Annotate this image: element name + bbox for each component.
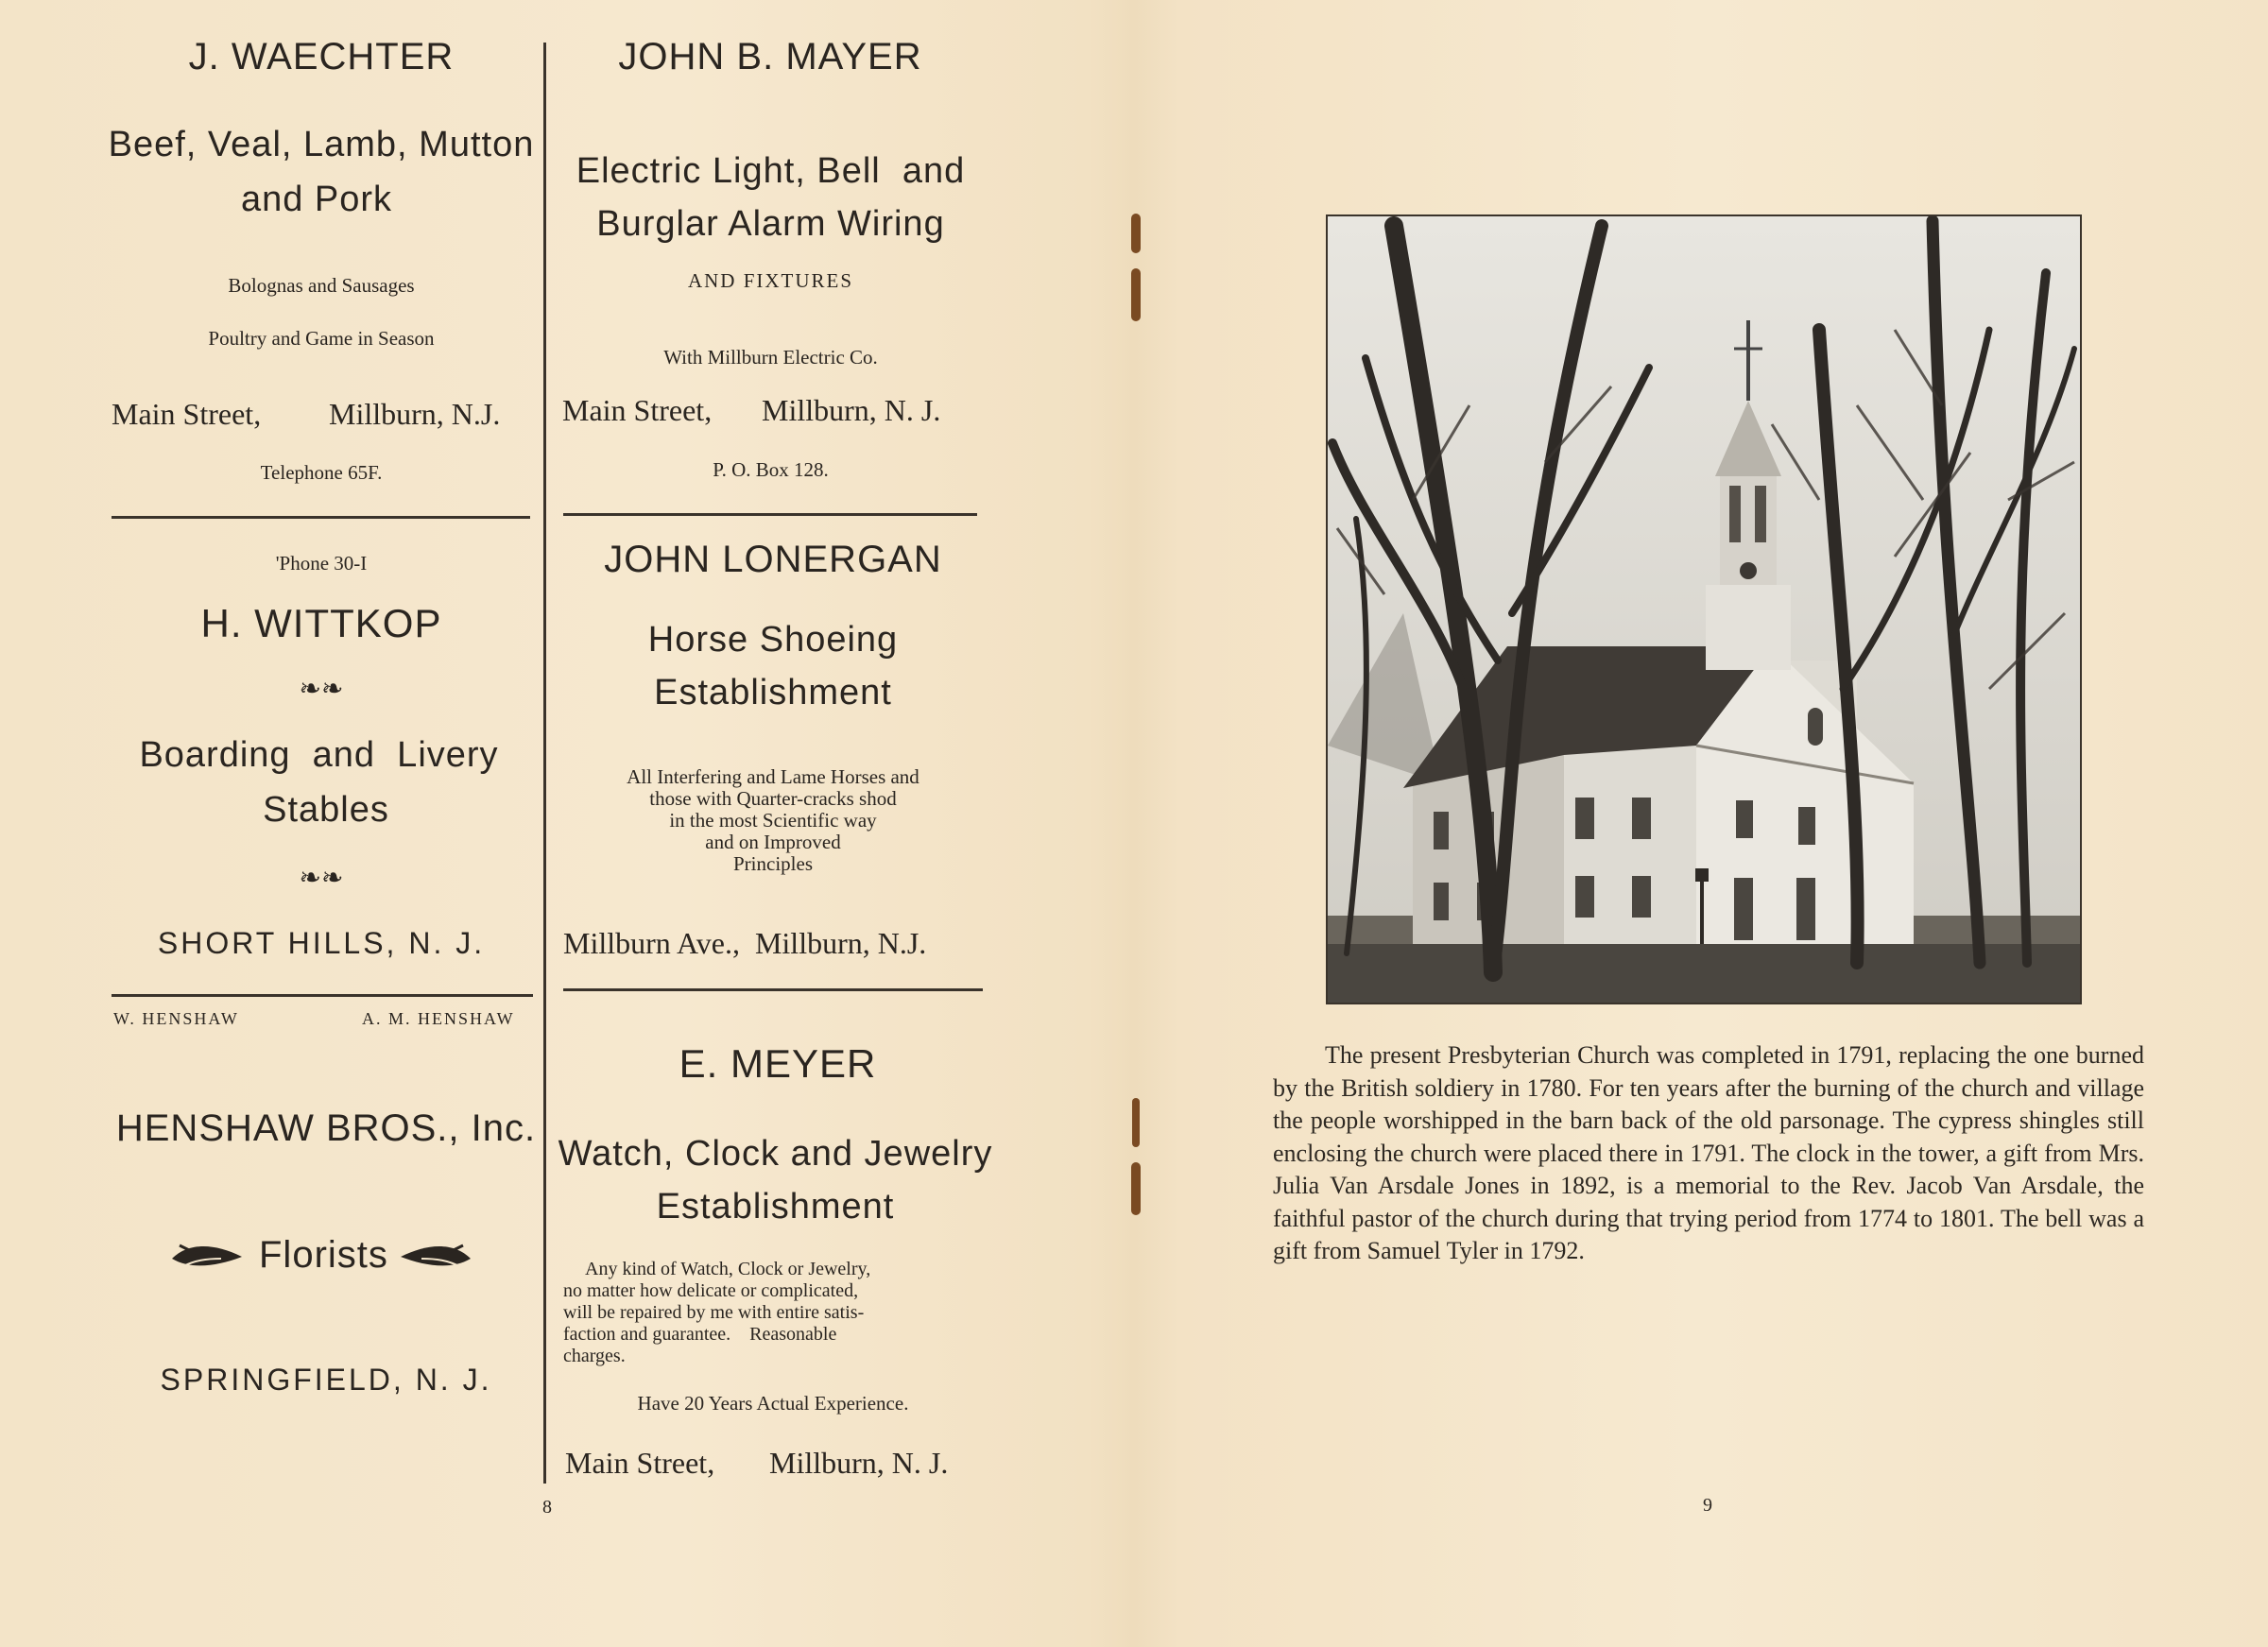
divider <box>563 988 983 991</box>
ad-name: JOHN LONERGAN <box>604 539 942 580</box>
ornament: ❧❧ <box>299 864 344 893</box>
leaf-right-icon <box>397 1238 472 1280</box>
page-number-left: 8 <box>542 1497 552 1518</box>
ad-name: E. MEYER <box>679 1041 877 1086</box>
binding-staple <box>1131 214 1141 253</box>
divider <box>112 994 533 997</box>
ad-desc: All Interfering and Lame Horses and <box>627 765 919 788</box>
leaf-left-icon <box>170 1238 246 1280</box>
ad-desc: will be repaired by me with entire satis- <box>563 1302 865 1323</box>
ad-owner: W. HENSHAW <box>113 1009 239 1028</box>
church-photo <box>1326 214 2082 1004</box>
ad-desc: no matter how delicate or complicated, <box>563 1280 859 1301</box>
ad-address-town: Millburn, N. J. <box>762 393 941 427</box>
ad-name: H. WITTKOP <box>200 601 442 645</box>
ad-sub: AND FIXTURES <box>687 269 854 292</box>
ad-experience: Have 20 Years Actual Experience. <box>637 1392 909 1415</box>
ornament: ❧❧ <box>299 675 344 704</box>
binding-staple <box>1131 1162 1141 1215</box>
ad-headline: Beef, Veal, Lamb, Mutton <box>108 125 535 164</box>
ad-desc: and on Improved <box>705 831 841 853</box>
ad-line: With Millburn Electric Co. <box>663 346 878 369</box>
ad-address-street: Main Street, <box>565 1446 715 1480</box>
ad-headline: Burglar Alarm Wiring <box>596 204 945 244</box>
ad-name: HENSHAW BROS., Inc. <box>115 1107 537 1149</box>
ad-line: Poultry and Game in Season <box>208 327 435 350</box>
ad-desc: in the most Scientific way <box>669 809 877 832</box>
ad-address-street: Main Street, <box>562 393 713 427</box>
ad-headline: Boarding and Livery <box>139 735 499 775</box>
ad-owner: A. M. HENSHAW <box>362 1009 515 1028</box>
column-divider <box>543 43 546 1484</box>
photo-caption: The present Presbyterian Church was completed in 1791, replacing the one burned by the British soldiery in 1780. For ten years after the burning of the church and village the people worshipped in the barn back of the old parsonage. The cypress shingles still enclosing the church were placed there in 1791. The clock in the tower, a gift from Mrs. Julia Van Arsdale Jones in 1892, is a memorial to the Rev. Jacob Van Arsdale, the faithful pastor of the church during that trying period from 1774 to 1801. The bell was a gift from Samuel Tyler in 1792. <box>1273 1041 2144 1264</box>
divider <box>563 513 977 516</box>
ad-headline: Florists <box>259 1234 388 1276</box>
ad-desc: Principles <box>733 852 813 875</box>
ad-phone: 'Phone 30-I <box>275 552 368 575</box>
ad-desc: charges. <box>563 1346 626 1366</box>
ad-name: J. WAECHTER <box>188 36 455 77</box>
ad-headline: Horse Shoeing <box>647 620 899 660</box>
page-number-right: 9 <box>1703 1495 1712 1516</box>
ad-line: Bolognas and Sausages <box>228 274 415 297</box>
ad-desc: those with Quarter-cracks shod <box>649 787 897 810</box>
binding-staple <box>1131 268 1141 321</box>
ad-headline: Stables <box>263 790 389 830</box>
ad-desc: Any kind of Watch, Clock or Jewelry, <box>585 1259 871 1279</box>
ad-address-town: Millburn, N. J. <box>769 1446 949 1480</box>
ad-address-town: Millburn, N.J. <box>329 397 501 431</box>
ad-address-street: Main Street, <box>112 397 262 431</box>
binding-staple <box>1132 1098 1140 1147</box>
ad-headline: and Pork <box>240 180 393 219</box>
ad-headline: Establishment <box>656 1187 895 1227</box>
ad-desc: faction and guarantee. Reasonable <box>563 1324 837 1345</box>
ad-address: SPRINGFIELD, N. J. <box>160 1363 492 1397</box>
ad-address: SHORT HILLS, N. J. <box>157 926 486 960</box>
ad-po-box: P. O. Box 128. <box>713 458 829 481</box>
ad-name: JOHN B. MAYER <box>618 36 922 77</box>
ad-headline: Watch, Clock and Jewelry <box>558 1134 993 1174</box>
ad-headline: Establishment <box>654 673 892 712</box>
ad-headline: Electric Light, Bell and <box>576 151 966 191</box>
divider <box>112 516 530 519</box>
ad-address: Millburn Ave., Millburn, N.J. <box>563 926 927 960</box>
ad-telephone: Telephone 65F. <box>260 461 383 484</box>
